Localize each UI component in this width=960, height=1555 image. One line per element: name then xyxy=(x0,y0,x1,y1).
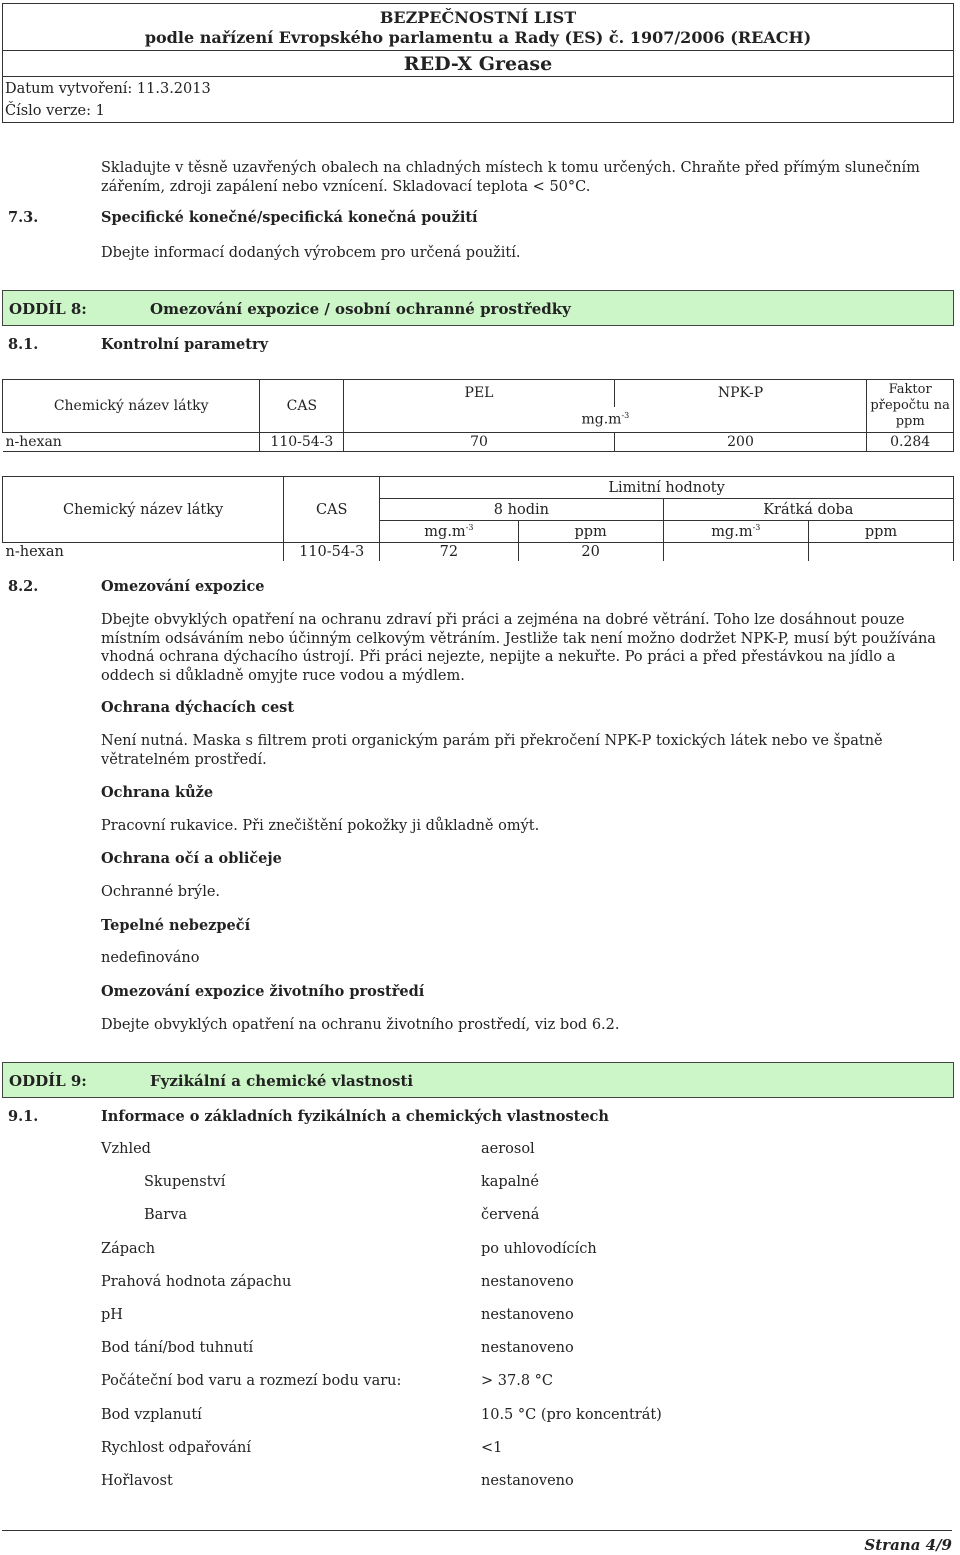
section-number: 8.1. xyxy=(8,336,39,353)
exposure-text: Dbejte obvyklých opatření na ochranu zdraví při práci a zejména na dobré větrání. Toho lze dosáhnout pouze místním odsáváním nebo účinným celkovým větráním. Jestliže tak není možno dodržet NPK-P, musí být používána vhodná ochrana dýchacího ústrojí. Při práci nejezte, nepijte a nekuřte. Po práci a před přestávkou na jídlo a oddech si důkladně omyjte ruce vodou a mýdlem. xyxy=(101,612,936,684)
control-parameters-table xyxy=(2,379,954,452)
section-number: 9.1. xyxy=(8,1108,39,1125)
property-label: Prahová hodnota zápachu xyxy=(101,1273,292,1290)
section-number: 8.2. xyxy=(8,578,39,595)
table-header-name: Chemický název látky xyxy=(3,477,284,543)
subheading: Omezování expozice životního prostředí xyxy=(101,983,425,1000)
property-value: nestanoveno xyxy=(481,1273,574,1290)
product-name: RED-X Grease xyxy=(403,53,553,75)
property-value: nestanoveno xyxy=(481,1307,574,1323)
page-number: Strana 4/9 xyxy=(864,1536,952,1554)
property-value: nestanoveno xyxy=(481,1340,574,1357)
property-label: Bod tání/bod tuhnutí xyxy=(101,1340,254,1357)
property-label: Bod vzplanutí xyxy=(101,1406,202,1423)
section-9-banner xyxy=(2,1062,954,1098)
table-header-npk: NPK-P xyxy=(614,380,867,407)
document-header xyxy=(2,3,954,123)
property-label: Rychlost odpařování xyxy=(101,1439,251,1456)
section-heading: Informace o základních fyzikálních a chemických vlastnostech xyxy=(101,1108,609,1125)
paragraph: Ochranné brýle. xyxy=(101,884,221,900)
paragraph: Dbejte obvyklých opatření na ochranu životního prostředí, viz bod 6.2. xyxy=(101,1017,620,1033)
property-label: Skupenství xyxy=(144,1174,226,1191)
header-divider xyxy=(3,50,953,51)
table-header-cas: CAS xyxy=(284,477,380,543)
subheading: Ochrana očí a obličeje xyxy=(101,850,282,867)
unit-mg: $mg.m^{-3}$ xyxy=(663,521,808,543)
table-header-limits: Limitní hodnoty xyxy=(380,477,954,499)
section-heading: Omezování expozice xyxy=(101,578,265,595)
storage-text: Skladujte v těsně uzavřených obalech na chladných místech k tomu určených. Chraňte před přímým slunečním zářením, zdroji zapálení nebo vznícení. Skladovací teplota < 50°C. xyxy=(101,160,920,195)
page-footer xyxy=(2,1530,952,1554)
property-value: aerosol xyxy=(481,1141,535,1157)
property-label: pH xyxy=(101,1307,123,1323)
table-header-pel: PEL xyxy=(344,380,614,407)
paragraph: Není nutná. Maska s filtrem proti organickým parám při překročení NPK-P toxických látek nebo ve špatně větratelném prostředí. xyxy=(101,733,883,768)
section-label: ODDÍL 8: xyxy=(9,300,87,318)
paragraph: Dbejte informací dodaných výrobcem pro určená použití. xyxy=(101,245,521,261)
property-value: <1 xyxy=(481,1439,503,1456)
property-label: Vzhled xyxy=(101,1141,151,1157)
unit-mg: $mg.m^{-3}$ xyxy=(380,521,518,543)
table-header-cas: CAS xyxy=(260,380,344,433)
table-header-name: Chemický název látky xyxy=(3,380,260,433)
property-value: červená xyxy=(481,1207,540,1224)
table-row: n-hexan 110-54-3 72 20 xyxy=(3,543,954,562)
section-heading: Specifické konečné/specifická konečná použití xyxy=(101,209,478,226)
paragraph: Pracovní rukavice. Při znečištění pokožky ji důkladně omýt. xyxy=(101,818,540,834)
property-value: kapalné xyxy=(481,1174,539,1191)
unit-ppm: ppm xyxy=(808,521,953,543)
table-header-8h: 8 hodin xyxy=(380,499,663,521)
table-unit: $mg.m^{-3}$ xyxy=(344,407,867,433)
subheading: Ochrana kůže xyxy=(101,784,214,801)
section-title: Fyzikální a chemické vlastnosti xyxy=(150,1072,414,1090)
property-value: nestanoveno xyxy=(481,1473,574,1489)
subheading: Ochrana dýchacích cest xyxy=(101,699,295,716)
table-header-short: Krátká doba xyxy=(663,499,953,521)
unit-ppm: ppm xyxy=(518,521,663,543)
property-value: 10.5 °C (pro koncentrát) xyxy=(481,1406,662,1423)
property-value: po uhlovodících xyxy=(481,1240,597,1257)
section-heading: Kontrolní parametry xyxy=(101,336,269,353)
paragraph: nedefinováno xyxy=(101,950,200,966)
creation-date: Datum vytvoření: 11.3.2013 xyxy=(5,81,211,97)
subheading: Tepelné nebezpečí xyxy=(101,917,251,934)
limit-values-table xyxy=(2,476,954,561)
table-header-factor: Faktor přepočtu na ppm xyxy=(867,380,954,433)
property-label: Barva xyxy=(144,1207,188,1224)
property-label: Hořlavost xyxy=(101,1473,173,1489)
table-row: n-hexan 110-54-3 70 200 0.284 xyxy=(3,433,954,452)
property-label: Zápach xyxy=(101,1240,156,1257)
version-number: Číslo verze: 1 xyxy=(5,103,105,119)
property-label: Počáteční bod varu a rozmezí bodu varu: xyxy=(101,1373,402,1390)
section-label: ODDÍL 9: xyxy=(9,1072,87,1090)
property-value: > 37.8 °C xyxy=(481,1373,553,1390)
section-title: Omezování expozice / osobní ochranné prostředky xyxy=(150,300,571,318)
section-number: 7.3. xyxy=(8,209,39,226)
document-subtitle: podle nařízení Evropského parlamentu a Rady (ES) č. 1907/2006 (REACH) xyxy=(144,28,812,47)
document-title: BEZPEČNOSTNÍ LIST xyxy=(379,8,577,27)
header-divider xyxy=(3,76,953,77)
section-8-banner xyxy=(2,290,954,326)
